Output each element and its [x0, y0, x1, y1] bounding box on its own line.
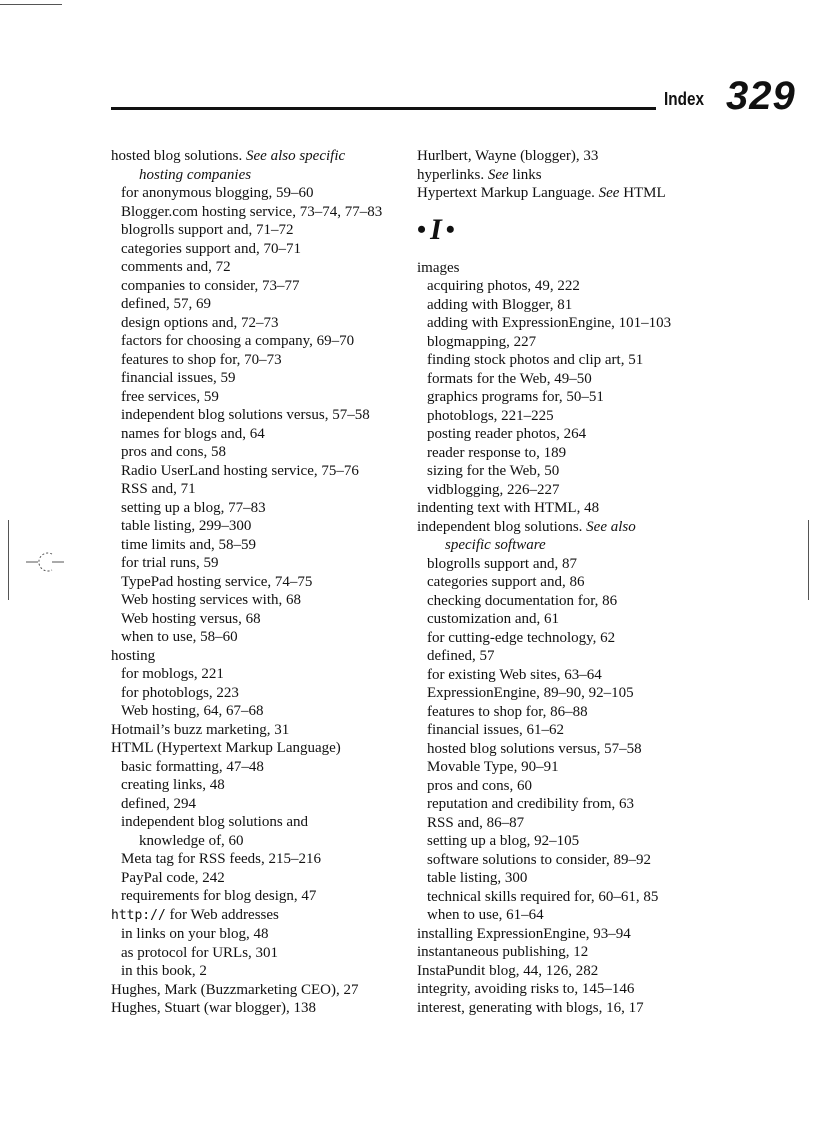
- index-italic-text: See: [598, 185, 620, 201]
- index-text: defined, 294: [121, 795, 196, 812]
- index-subentry: [111, 499, 411, 518]
- index-subentry: [111, 776, 411, 795]
- index-subentry: [417, 444, 717, 463]
- index-text: blogrolls support and, 71–72: [121, 222, 294, 238]
- section-letter-heading: [417, 203, 717, 259]
- index-italic-text: specific software: [445, 537, 546, 553]
- index-subentry: [111, 295, 411, 314]
- index-subentry: [417, 777, 717, 796]
- index-subentry: [111, 869, 411, 888]
- index-text: integrity, avoiding risks to, 145–146: [417, 981, 635, 997]
- index-text: for trial runs, 59: [121, 555, 219, 571]
- index-text: table listing, 300: [427, 870, 528, 886]
- index-text: features to shop for, 70–73: [121, 351, 282, 368]
- index-subentry: [111, 554, 411, 573]
- index-text: independent blog solutions.: [417, 518, 587, 535]
- index-text: hyperlinks.: [417, 166, 488, 183]
- index-text: TypePad hosting service, 74–75: [121, 573, 313, 590]
- index-subentry: [417, 814, 717, 833]
- index-subentry: [111, 277, 411, 296]
- index-text: PayPal code, 242: [121, 869, 225, 886]
- crop-mark-top: [0, 4, 62, 5]
- index-text: RSS and, 71: [121, 481, 196, 497]
- index-subentry: [111, 962, 411, 981]
- index-entry: [417, 999, 717, 1018]
- index-text: defined, 57, 69: [121, 296, 211, 312]
- bullet-icon: •: [417, 215, 427, 245]
- index-text: Hotmail’s buzz marketing, 31: [111, 721, 290, 738]
- index-subentry: [111, 221, 411, 240]
- index-text: categories support and, 70–71: [121, 240, 301, 257]
- index-text: ExpressionEngine, 89–90, 92–105: [427, 685, 634, 701]
- index-text: Hurlbert, Wayne (blogger), 33: [417, 148, 599, 164]
- index-subentry: [417, 647, 717, 666]
- index-subentry: [111, 684, 411, 703]
- index-subentry: [417, 481, 717, 500]
- index-subentry: [111, 462, 411, 481]
- index-text: defined, 57: [427, 648, 495, 664]
- index-subentry: [417, 832, 717, 851]
- index-text: adding with ExpressionEngine, 101–103: [427, 315, 672, 331]
- index-text: financial issues, 59: [121, 370, 236, 386]
- index-italic-text: See also: [586, 518, 636, 535]
- index-text: reputation and credibility from, 63: [427, 796, 635, 812]
- index-text: requirements for blog design, 47: [121, 888, 317, 904]
- index-subentry: [417, 296, 717, 315]
- index-text: customization and, 61: [427, 611, 560, 627]
- index-text: adding with Blogger, 81: [427, 296, 573, 313]
- index-text: acquiring photos, 49, 222: [427, 278, 580, 294]
- index-subentry: [111, 610, 411, 629]
- index-text: in this book, 2: [121, 963, 207, 979]
- index-subentry: [111, 795, 411, 814]
- index-subentry: [111, 591, 411, 610]
- index-subentry: [111, 702, 411, 721]
- index-text: free services, 59: [121, 388, 219, 405]
- index-subentry: [417, 721, 717, 740]
- index-text: links: [508, 166, 542, 183]
- index-entry: [417, 166, 717, 185]
- index-subentry: [417, 610, 717, 629]
- index-text: HTML (Hypertext Markup Language): [111, 740, 341, 756]
- index-subentry: [417, 462, 717, 481]
- index-subentry: [417, 314, 717, 333]
- index-text: creating links, 48: [121, 777, 225, 793]
- index-subentry: [111, 665, 411, 684]
- index-entry: [417, 518, 717, 537]
- index-entry: [111, 999, 411, 1018]
- index-subentry: [417, 592, 717, 611]
- index-entry: [417, 962, 717, 981]
- index-subentry: [111, 887, 411, 906]
- index-text: features to shop for, 86–88: [427, 703, 588, 720]
- index-entry: [417, 259, 717, 278]
- index-subentry: [111, 628, 411, 647]
- index-subentry: [417, 703, 717, 722]
- page-number: 329: [726, 74, 796, 118]
- index-text: photoblogs, 221–225: [427, 407, 554, 424]
- index-text: reader response to, 189: [427, 444, 567, 461]
- index-subentry: [111, 850, 411, 869]
- index-text: hosting: [111, 647, 156, 664]
- index-entry: [111, 166, 411, 185]
- index-subentry: [417, 407, 717, 426]
- index-subentry: [417, 351, 717, 370]
- index-subentry: [417, 629, 717, 648]
- bullet-icon: •: [445, 215, 455, 245]
- index-subentry: [111, 443, 411, 462]
- index-subentry: [417, 888, 717, 907]
- index-subentry: [417, 795, 717, 814]
- index-subentry: [111, 314, 411, 333]
- index-text: setting up a blog, 92–105: [427, 833, 580, 849]
- section-letter: I: [430, 213, 442, 247]
- index-text: Web hosting versus, 68: [121, 610, 261, 627]
- index-entry: [111, 647, 411, 666]
- index-text: for anonymous blogging, 59–60: [121, 185, 314, 201]
- index-text: time limits and, 58–59: [121, 536, 256, 553]
- index-text: independent blog solutions and: [121, 814, 309, 830]
- index-entry: [417, 925, 717, 944]
- index-subentry: [417, 425, 717, 444]
- index-entry: [111, 147, 411, 166]
- index-subentry: [417, 333, 717, 352]
- index-text: independent blog solutions versus, 57–58: [121, 407, 370, 423]
- index-entry: [417, 184, 717, 203]
- index-subentry: [111, 258, 411, 277]
- index-text: as protocol for URLs, 301: [121, 944, 279, 961]
- index-text: indenting text with HTML, 48: [417, 500, 600, 516]
- index-column-left: [111, 147, 411, 1018]
- index-subentry: [111, 480, 411, 499]
- index-text: Hypertext Markup Language.: [417, 185, 599, 201]
- index-subentry: [417, 388, 717, 407]
- index-text: vidblogging, 226–227: [427, 481, 560, 498]
- index-entry: [417, 536, 717, 555]
- index-text: InstaPundit blog, 44, 126, 282: [417, 962, 599, 979]
- index-subentry: [111, 184, 411, 203]
- index-text: images: [417, 259, 460, 276]
- index-entry: [111, 981, 411, 1000]
- index-text: Web hosting services with, 68: [121, 592, 302, 608]
- index-text: for moblogs, 221: [121, 666, 224, 682]
- index-subentry: [417, 277, 717, 296]
- index-text: formats for the Web, 49–50: [427, 370, 592, 387]
- index-subentry: [111, 332, 411, 351]
- running-header-label: Index: [664, 89, 704, 109]
- crop-mark-left: [8, 520, 9, 600]
- index-text: pros and cons, 60: [427, 777, 532, 794]
- index-text: software solutions to consider, 89–92: [427, 851, 651, 868]
- index-text: technical skills required for, 60–61, 85: [427, 888, 659, 905]
- index-text: categories support and, 86: [427, 574, 585, 590]
- index-subentry: [111, 425, 411, 444]
- index-text: blogmapping, 227: [427, 333, 537, 350]
- crop-mark-right: [808, 520, 809, 600]
- index-code-text: http://: [111, 907, 166, 923]
- index-subentry: [417, 758, 717, 777]
- index-subentry: [111, 388, 411, 407]
- index-text: RSS and, 86–87: [427, 814, 525, 831]
- index-subentry: [111, 536, 411, 555]
- index-subentry: [417, 684, 717, 703]
- index-subentry: [417, 666, 717, 685]
- index-column-right: [417, 147, 717, 1017]
- index-subentry: [417, 906, 717, 925]
- index-entry: [417, 147, 717, 166]
- index-text: knowledge of, 60: [139, 832, 244, 849]
- index-subentry: [417, 370, 717, 389]
- index-subentry: [111, 203, 411, 222]
- index-text: interest, generating with blogs, 16, 17: [417, 999, 644, 1016]
- index-subentry: [417, 573, 717, 592]
- index-subentry: [417, 740, 717, 759]
- index-italic-text: See also specific: [246, 148, 346, 164]
- index-text: for cutting-edge technology, 62: [427, 629, 616, 646]
- index-text: hosted blog solutions versus, 57–58: [427, 740, 642, 757]
- registration-mark-icon: [26, 548, 66, 576]
- index-subentry: [111, 369, 411, 388]
- index-subentry: [417, 555, 717, 574]
- index-text: in links on your blog, 48: [121, 926, 269, 942]
- index-text: Hughes, Mark (Buzzmarketing CEO), 27: [111, 981, 359, 998]
- index-text: when to use, 61–64: [427, 907, 544, 923]
- index-text: installing ExpressionEngine, 93–94: [417, 925, 631, 942]
- index-subentry: [111, 517, 411, 536]
- index-subentry: [111, 406, 411, 425]
- index-entry: [111, 906, 411, 926]
- index-text: names for blogs and, 64: [121, 425, 265, 442]
- index-text: hosted blog solutions.: [111, 148, 247, 164]
- index-subentry: [111, 240, 411, 259]
- index-text: when to use, 58–60: [121, 629, 238, 645]
- index-text: companies to consider, 73–77: [121, 277, 300, 294]
- index-italic-text: hosting companies: [139, 166, 252, 183]
- index-text: for existing Web sites, 63–64: [427, 666, 602, 683]
- index-entry: [111, 739, 411, 758]
- index-entry: [417, 499, 717, 518]
- header-rule: [111, 107, 656, 110]
- index-text: factors for choosing a company, 69–70: [121, 333, 355, 349]
- index-text: Hughes, Stuart (war blogger), 138: [111, 1000, 316, 1016]
- index-subentry: [111, 925, 411, 944]
- index-text: posting reader photos, 264: [427, 426, 587, 442]
- index-subentry: [111, 573, 411, 592]
- index-text: Blogger.com hosting service, 73–74, 77–83: [121, 203, 383, 220]
- index-text: Meta tag for RSS feeds, 215–216: [121, 851, 321, 867]
- index-entry: [417, 943, 717, 962]
- index-text: HTML: [619, 185, 666, 201]
- index-italic-text: See: [487, 166, 509, 183]
- index-text: pros and cons, 58: [121, 444, 226, 460]
- index-entry: [111, 721, 411, 740]
- index-text: table listing, 299–300: [121, 518, 252, 534]
- index-subentry: [417, 869, 717, 888]
- index-text: for photoblogs, 223: [121, 684, 239, 701]
- index-text: Movable Type, 90–91: [427, 759, 559, 775]
- index-entry: [417, 980, 717, 999]
- index-subentry: [111, 813, 411, 832]
- index-text: blogrolls support and, 87: [427, 555, 577, 572]
- index-text: for Web addresses: [165, 906, 279, 923]
- index-subentry: [111, 758, 411, 777]
- index-text: instantaneous publishing, 12: [417, 944, 589, 960]
- index-subentry: [111, 832, 411, 851]
- index-text: design options and, 72–73: [121, 314, 279, 331]
- index-text: checking documentation for, 86: [427, 592, 618, 609]
- index-subentry: [111, 351, 411, 370]
- index-text: Radio UserLand hosting service, 75–76: [121, 462, 359, 479]
- index-text: finding stock photos and clip art, 51: [427, 352, 644, 368]
- index-text: sizing for the Web, 50: [427, 463, 560, 479]
- index-text: Web hosting, 64, 67–68: [121, 703, 264, 719]
- index-text: financial issues, 61–62: [427, 722, 565, 738]
- index-subentry: [111, 944, 411, 963]
- index-text: comments and, 72: [121, 259, 231, 275]
- index-text: basic formatting, 47–48: [121, 758, 264, 775]
- index-text: setting up a blog, 77–83: [121, 499, 266, 516]
- index-subentry: [417, 851, 717, 870]
- index-text: graphics programs for, 50–51: [427, 389, 604, 405]
